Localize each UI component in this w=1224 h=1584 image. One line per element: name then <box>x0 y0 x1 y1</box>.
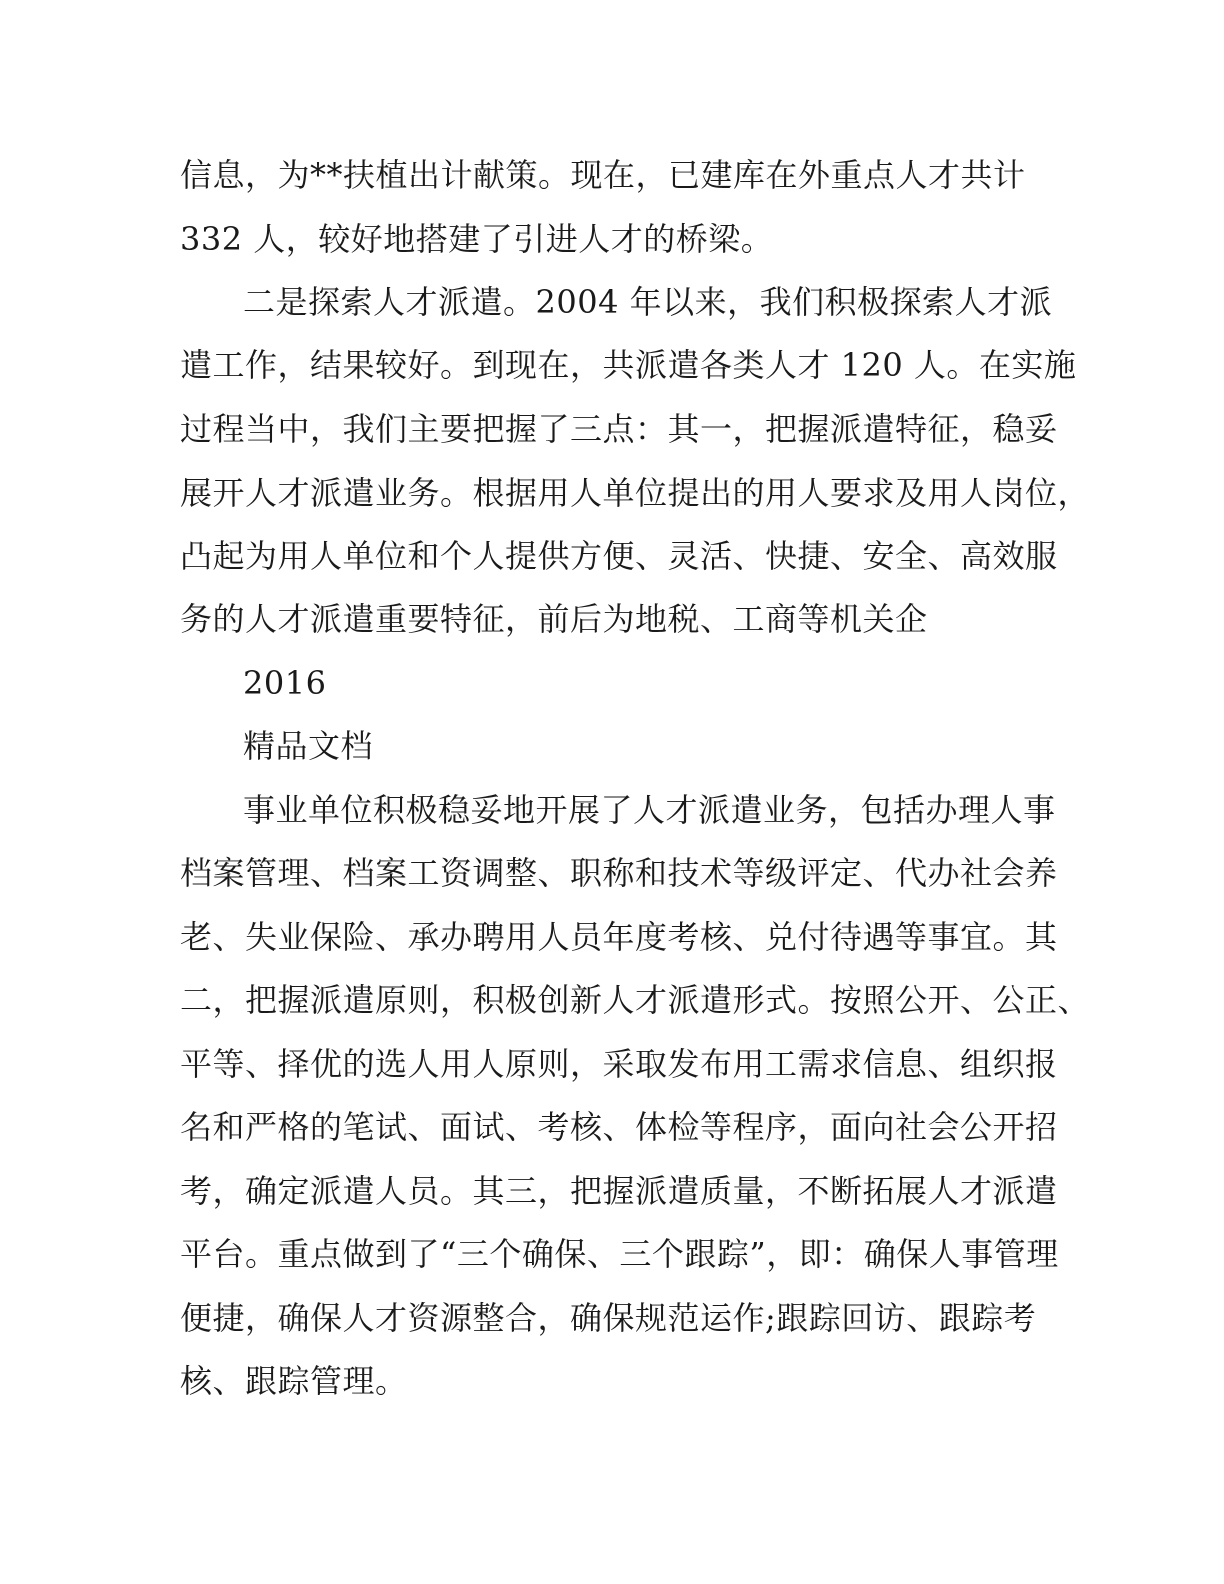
paragraph-start-line: 事业单位积极稳妥地开展了人才派遣业务，包括办理人事 <box>243 791 1056 829</box>
text-line: 平台。重点做到了“三个确保、三个跟踪”，即：确保人事管理 <box>180 1235 1059 1273</box>
text-line: 名和严格的笔试、面试、考核、体检等程序，面向社会公开招 <box>180 1108 1058 1146</box>
text-line: 平等、择优的选人用人原则，采取发布用工需求信息、组织报 <box>180 1045 1058 1083</box>
year-line: 2016 <box>243 664 327 702</box>
text-line: 二，把握派遣原则，积极创新人才派遣形式。按照公开、公正、 <box>180 981 1091 1019</box>
text-line: 档案管理、档案工资调整、职称和技术等级评定、代办社会养 <box>180 854 1058 892</box>
text-line: 务的人才派遣重要特征，前后为地税、工商等机关企 <box>180 600 928 638</box>
text-line: 遣工作，结果较好。到现在，共派遣各类人才 120 人。在实施 <box>180 346 1077 384</box>
text-line: 展开人才派遣业务。根据用人单位提出的用人要求及用人岗位， <box>180 474 1091 512</box>
page-header-line: 精品文档 <box>243 727 374 765</box>
text-line: 考，确定派遣人员。其三，把握派遣质量，不断拓展人才派遣 <box>180 1172 1058 1210</box>
text-line: 老、失业保险、承办聘用人员年度考核、兑付待遇等事宜。其 <box>180 918 1058 956</box>
paragraph-start-line: 二是探索人才派遣。2004 年以来，我们积极探索人才派 <box>243 283 1053 321</box>
text-line: 332 人，较好地搭建了引进人才的桥梁。 <box>180 220 774 258</box>
text-line: 核、跟踪管理。 <box>180 1362 408 1400</box>
text-line: 凸起为用人单位和个人提供方便、灵活、快捷、安全、高效服 <box>180 537 1058 575</box>
text-line: 信息，为**扶植出计献策。现在，已建库在外重点人才共计 <box>180 156 1026 194</box>
text-line: 过程当中，我们主要把握了三点：其一，把握派遣特征，稳妥 <box>180 410 1058 448</box>
text-line: 便捷，确保人才资源整合，确保规范运作;跟踪回访、跟踪考 <box>180 1299 1037 1337</box>
